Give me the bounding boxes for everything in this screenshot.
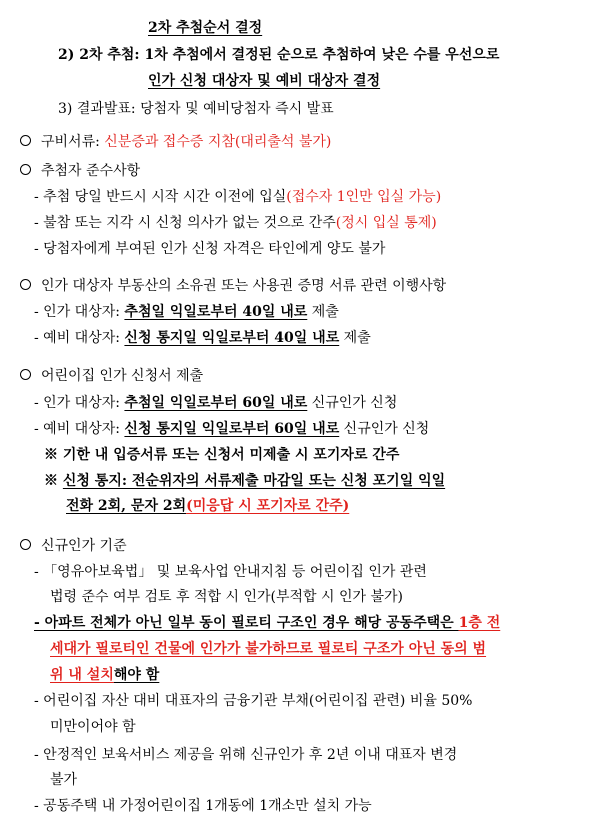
documents-row [20,133,331,151]
newlicense-item-4-line-1: - 안정적인 보육서비스 제공을 위해 신규인가 후 2년 이내 대표자 변경 [34,747,458,763]
newlicense-item-2-end: 해야 함 [113,667,160,683]
daycare-note-2-line-1: 신청 통지: 전순위자의 서류제출 마감일 또는 신청 포기일 익일 [62,473,446,489]
compliance-item-1-text: - 추첨 당일 반드시 시작 시간 이전에 입실 [34,189,287,205]
daycare-note-2-warning: (미응답 시 포기자로 간주) [186,498,350,514]
compliance-item-2-note: (정시 입실 통제) [335,215,437,231]
property-item-1-prefix: - 인가 대상자: [34,304,125,320]
newlicense-item-3-line-1: - 어린이집 자산 대비 대표자의 금융기관 부채(어린이집 관련) 비율 50% [34,693,473,709]
step2-line2: 인가 신청 대상자 및 예비 대상자 결정 [148,73,381,89]
property-item-1 [34,303,339,321]
reference-mark-icon: ※ [44,473,58,489]
step3-result: 3) 결과발표: 당첨자 및 예비당첨자 즉시 발표 [58,101,334,117]
daycare-note-1-text: 기한 내 입증서류 또는 신청서 미제출 시 포기자로 간주 [62,447,400,463]
property-heading [20,277,446,295]
documents-label: 구비서류: [41,134,105,150]
newlicense-item-2-text: - 아파트 전체가 아닌 일부 동이 필로티 구조인 경우 해당 공동주택은 [34,615,459,631]
compliance-item-1-note: (접수자 1인만 입실 가능) [286,189,442,205]
daycare-item-1-deadline: 추첨일 익일로부터 60일 내로 [124,395,308,411]
compliance-item-1 [34,188,441,206]
compliance-item-3: - 당첨자에게 부여된 인가 신청 자격은 타인에게 양도 불가 [34,241,386,257]
newlicense-item-3-line-2: 미만이어야 함 [50,719,136,735]
step2-title: 2차 추첨순서 결정 [148,20,263,36]
compliance-item-2-text: - 불참 또는 지각 시 신청 의사가 없는 것으로 간주 [34,215,336,231]
property-item-2-suffix: 제출 [339,330,371,346]
compliance-heading [20,162,140,180]
newlicense-item-2-red-3: 위 내 설치 [50,667,114,683]
newlicense-item-2-line-3 [50,666,159,684]
compliance-item-2 [34,214,437,232]
circle-bullet-icon [20,135,31,146]
daycare-item-1-prefix: - 인가 대상자: [34,395,125,411]
circle-bullet-icon [20,279,31,290]
daycare-item-2-deadline: 신청 통지일 익일로부터 60일 내로 [124,421,340,437]
documents-value: 신분증과 접수증 지참(대리출석 불가) [104,134,332,150]
property-item-2-deadline: 신청 통지일 익일로부터 40일 내로 [124,330,340,346]
daycare-item-2 [34,420,429,438]
circle-bullet-icon [20,369,31,380]
newlicense-heading-text: 신규인가 기준 [41,538,127,554]
step2-line1 [58,46,499,64]
newlicense-item-1-line-1: - 「영유아보육법」 및 보육사업 안내지침 등 어린이집 인가 관련 [34,564,427,580]
property-heading-text: 인가 대상자 부동산의 소유권 또는 사용권 증명 서류 관련 이행사항 [41,278,447,294]
daycare-item-1-suffix: 신규인가 신청 [307,395,398,411]
daycare-heading-text: 어린이집 인가 신청서 제출 [41,368,204,384]
daycare-item-1 [34,394,397,412]
circle-bullet-icon [20,539,31,550]
daycare-note-2-contact: 전화 2회, 문자 2회 [66,498,187,514]
step2-text-1: 1차 추첨에서 결정된 순으로 추첨하여 낮은 수를 우선으로 [144,47,500,63]
reference-mark-icon: ※ [44,447,58,463]
daycare-item-2-prefix: - 예비 대상자: [34,421,125,437]
newlicense-heading [20,537,127,555]
newlicense-item-4-line-2: 불가 [50,772,78,788]
daycare-note-2-line-2 [66,497,349,515]
compliance-heading-text: 추첨자 준수사항 [41,163,141,179]
daycare-heading [20,367,203,385]
property-item-2 [34,329,371,347]
daycare-note-2 [44,472,445,490]
newlicense-item-2-red-1: 1층 전 [458,615,501,631]
newlicense-item-1-line-2: 법령 준수 여부 검토 후 적합 시 인가(부적합 시 인가 불가) [50,589,403,605]
property-item-1-suffix: 제출 [307,304,339,320]
newlicense-item-5: - 공동주택 내 가정어린이집 1개동에 1개소만 설치 가능 [34,798,372,814]
circle-bullet-icon [20,164,31,175]
property-item-2-prefix: - 예비 대상자: [34,330,125,346]
newlicense-item-2-line-1 [34,614,500,632]
daycare-note-1 [44,446,399,464]
newlicense-item-2-line-2: 세대가 필로티인 건물에 인가가 불가하므로 필로티 구조가 아닌 동의 범 [50,641,487,657]
step2-number: 2) 2차 추첨: [58,47,140,63]
daycare-item-2-suffix: 신규인가 신청 [339,421,430,437]
property-item-1-deadline: 추첨일 익일로부터 40일 내로 [124,304,308,320]
